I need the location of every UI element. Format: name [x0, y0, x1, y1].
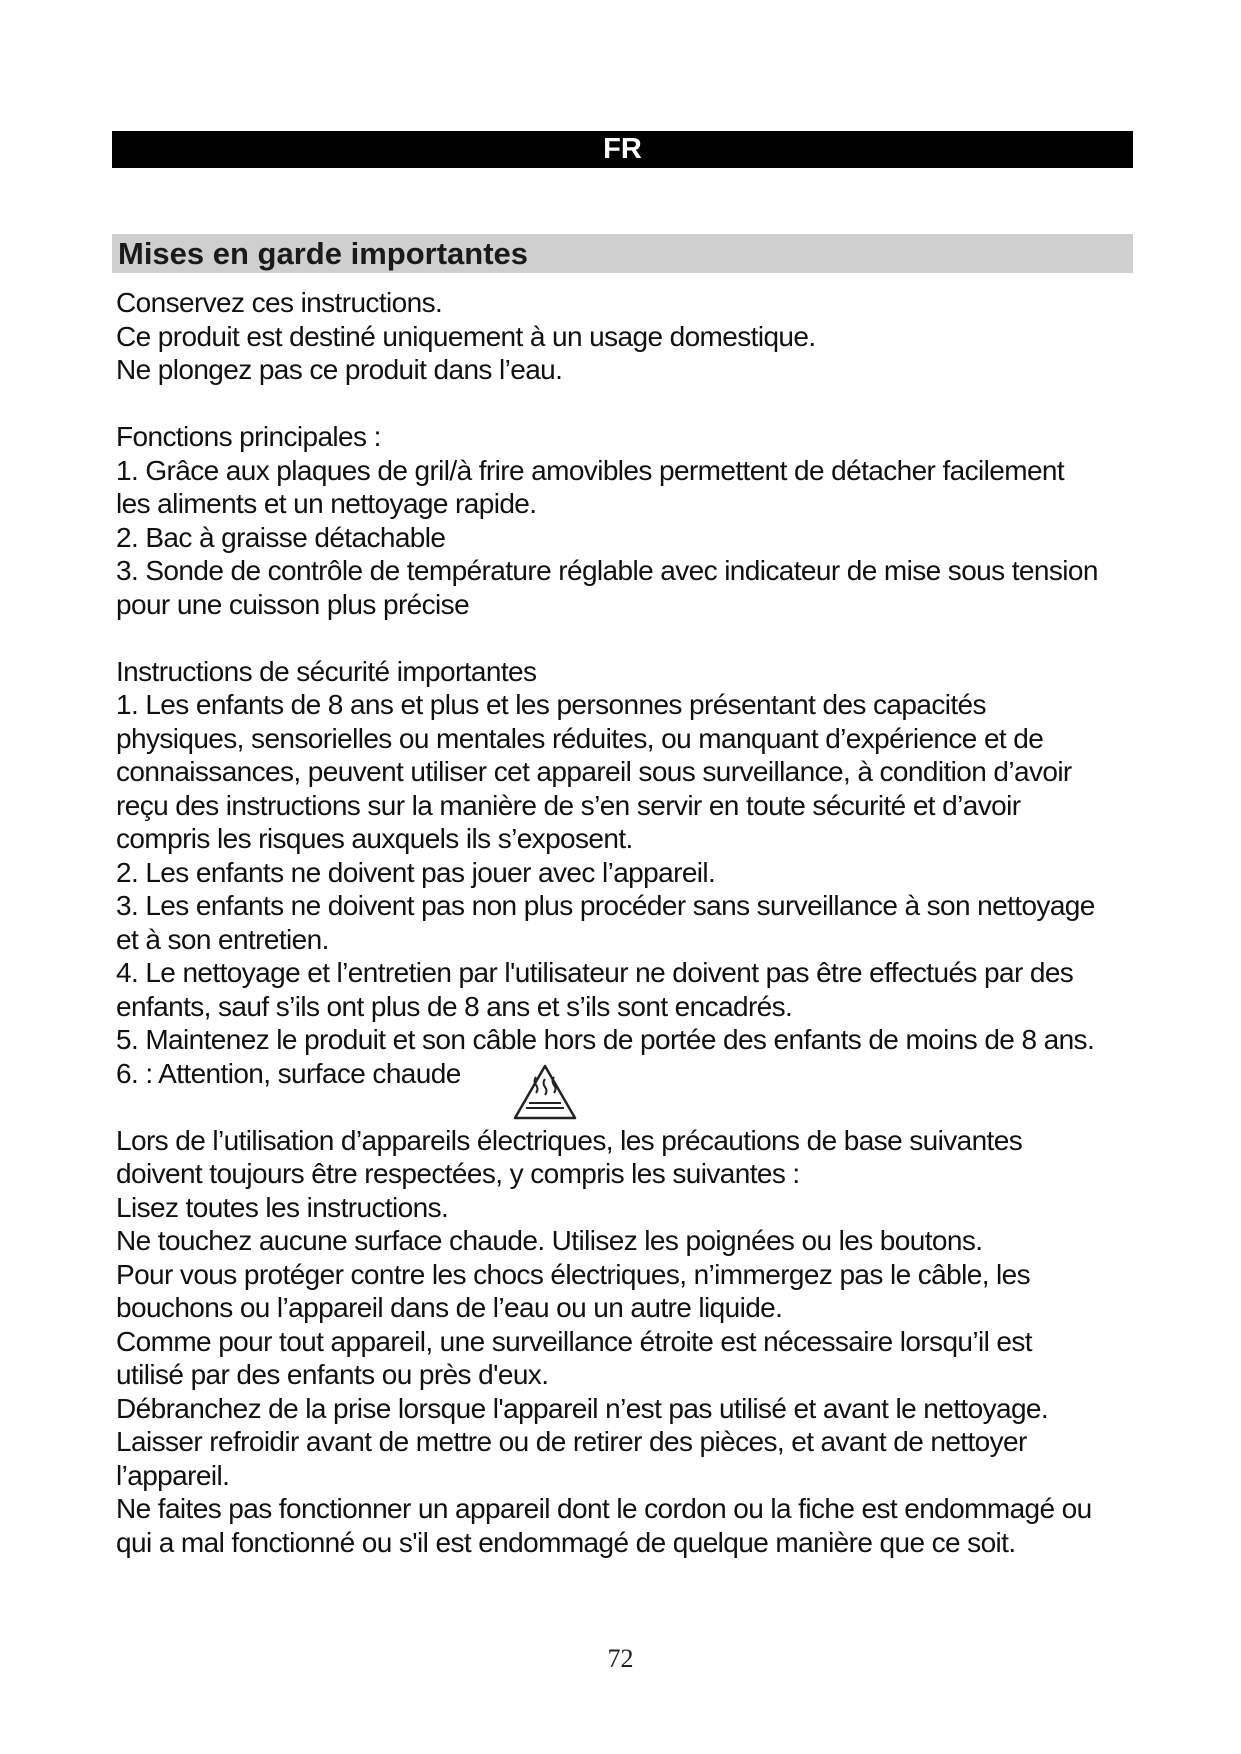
text-line: 6. : Attention, surface chaude — [116, 1057, 461, 1089]
text-line: Lors de l’utilisation d’appareils électriques, les précautions de base suivantes — [116, 1124, 1023, 1156]
paragraph-spacer — [116, 387, 1146, 421]
text-line: Conservez ces instructions. — [116, 287, 443, 318]
paragraph — [116, 420, 1146, 621]
text-line: pour une cuisson plus précise — [116, 588, 470, 620]
text-line: compris les risques auxquels ils s’exposent. — [116, 823, 633, 854]
text-line: enfants, sauf s’ils ont plus de 8 ans et s’ils sont encadrés. — [116, 990, 793, 1022]
text-line: reçu des instructions sur la manière de s’en servir en toute sécurité et d’avoir — [116, 789, 1021, 821]
text-line: Comme pour tout appareil, une surveillance étroite est nécessaire lorsqu’il est — [116, 1325, 1032, 1357]
text-line: 1. Grâce aux plaques de gril/à frire amovibles permettent de détacher facilement — [116, 454, 1065, 486]
text-line: qui a mal fonctionné ou s'il est endommagé de quelque manière que ce soit. — [116, 1526, 1016, 1558]
text-line: l’appareil. — [116, 1459, 230, 1491]
text-line: utilisé par des enfants ou près d'eux. — [116, 1359, 549, 1390]
language-label: FR — [603, 133, 642, 165]
text-line: bouchons ou l’appareil dans de l’eau ou un autre liquide. — [116, 1292, 783, 1323]
hot-surface-warning-icon — [512, 1063, 578, 1121]
text-line: Ne touchez aucune surface chaude. Utilisez les poignées ou les boutons. — [116, 1225, 983, 1256]
section-title: Mises en garde importantes — [118, 236, 529, 271]
text-line: 2. Les enfants ne doivent pas jouer avec l’appareil. — [116, 856, 716, 888]
text-line: 4. Le nettoyage et l’entretien par l'utilisateur ne doivent pas être effectués par des — [116, 957, 1074, 988]
language-banner — [112, 131, 1133, 168]
paragraph — [116, 655, 1146, 1091]
text-line: doivent toujours être respectées, y compris les suivantes : — [116, 1158, 800, 1189]
paragraph — [116, 286, 1146, 387]
text-line: Fonctions principales : — [116, 421, 381, 452]
page-number: 72 — [607, 1644, 634, 1673]
text-line: Ne plongez pas ce produit dans l’eau. — [116, 354, 563, 385]
text-line: 3. Les enfants ne doivent pas non plus procéder sans surveillance à son nettoyage — [116, 890, 1095, 921]
document-body — [116, 286, 1146, 1559]
text-line: connaissances, peuvent utiliser cet appareil sous surveillance, à condition d’avoir — [116, 756, 1072, 787]
text-line: Pour vous protéger contre les chocs électriques, n’immergez pas le câble, les — [116, 1258, 1031, 1290]
text-line: Débranchez de la prise lorsque l'appareil n’est pas utilisé et avant le nettoyage. — [116, 1392, 1049, 1424]
text-line: Ce produit est destiné uniquement à un usage domestique. — [116, 320, 816, 352]
paragraph-spacer — [116, 1090, 1146, 1124]
text-line: physiques, sensorielles ou mentales réduites, ou manquant d’expérience et de — [116, 722, 1044, 754]
text-line: 5. Maintenez le produit et son câble hors de portée des enfants de moins de 8 ans. — [116, 1024, 1095, 1055]
paragraph — [116, 1124, 1146, 1560]
text-line: Laisser refroidir avant de mettre ou de retirer des pièces, et avant de nettoyer — [116, 1426, 1027, 1457]
text-line: Lisez toutes les instructions. — [116, 1191, 449, 1223]
text-line: 1. Les enfants de 8 ans et plus et les personnes présentant des capacités — [116, 689, 986, 720]
text-line: et à son entretien. — [116, 923, 329, 955]
paragraph-spacer — [116, 621, 1146, 655]
text-line: 3. Sonde de contrôle de température réglable avec indicateur de mise sous tension — [116, 555, 1098, 586]
text-line: Instructions de sécurité importantes — [116, 655, 537, 687]
text-line: les aliments et un nettoyage rapide. — [116, 488, 537, 519]
section-header — [112, 234, 1133, 273]
text-line: Ne faites pas fonctionner un appareil dont le cordon ou la fiche est endommagé ou — [116, 1493, 1092, 1524]
text-line: 2. Bac à graisse détachable — [116, 521, 446, 553]
